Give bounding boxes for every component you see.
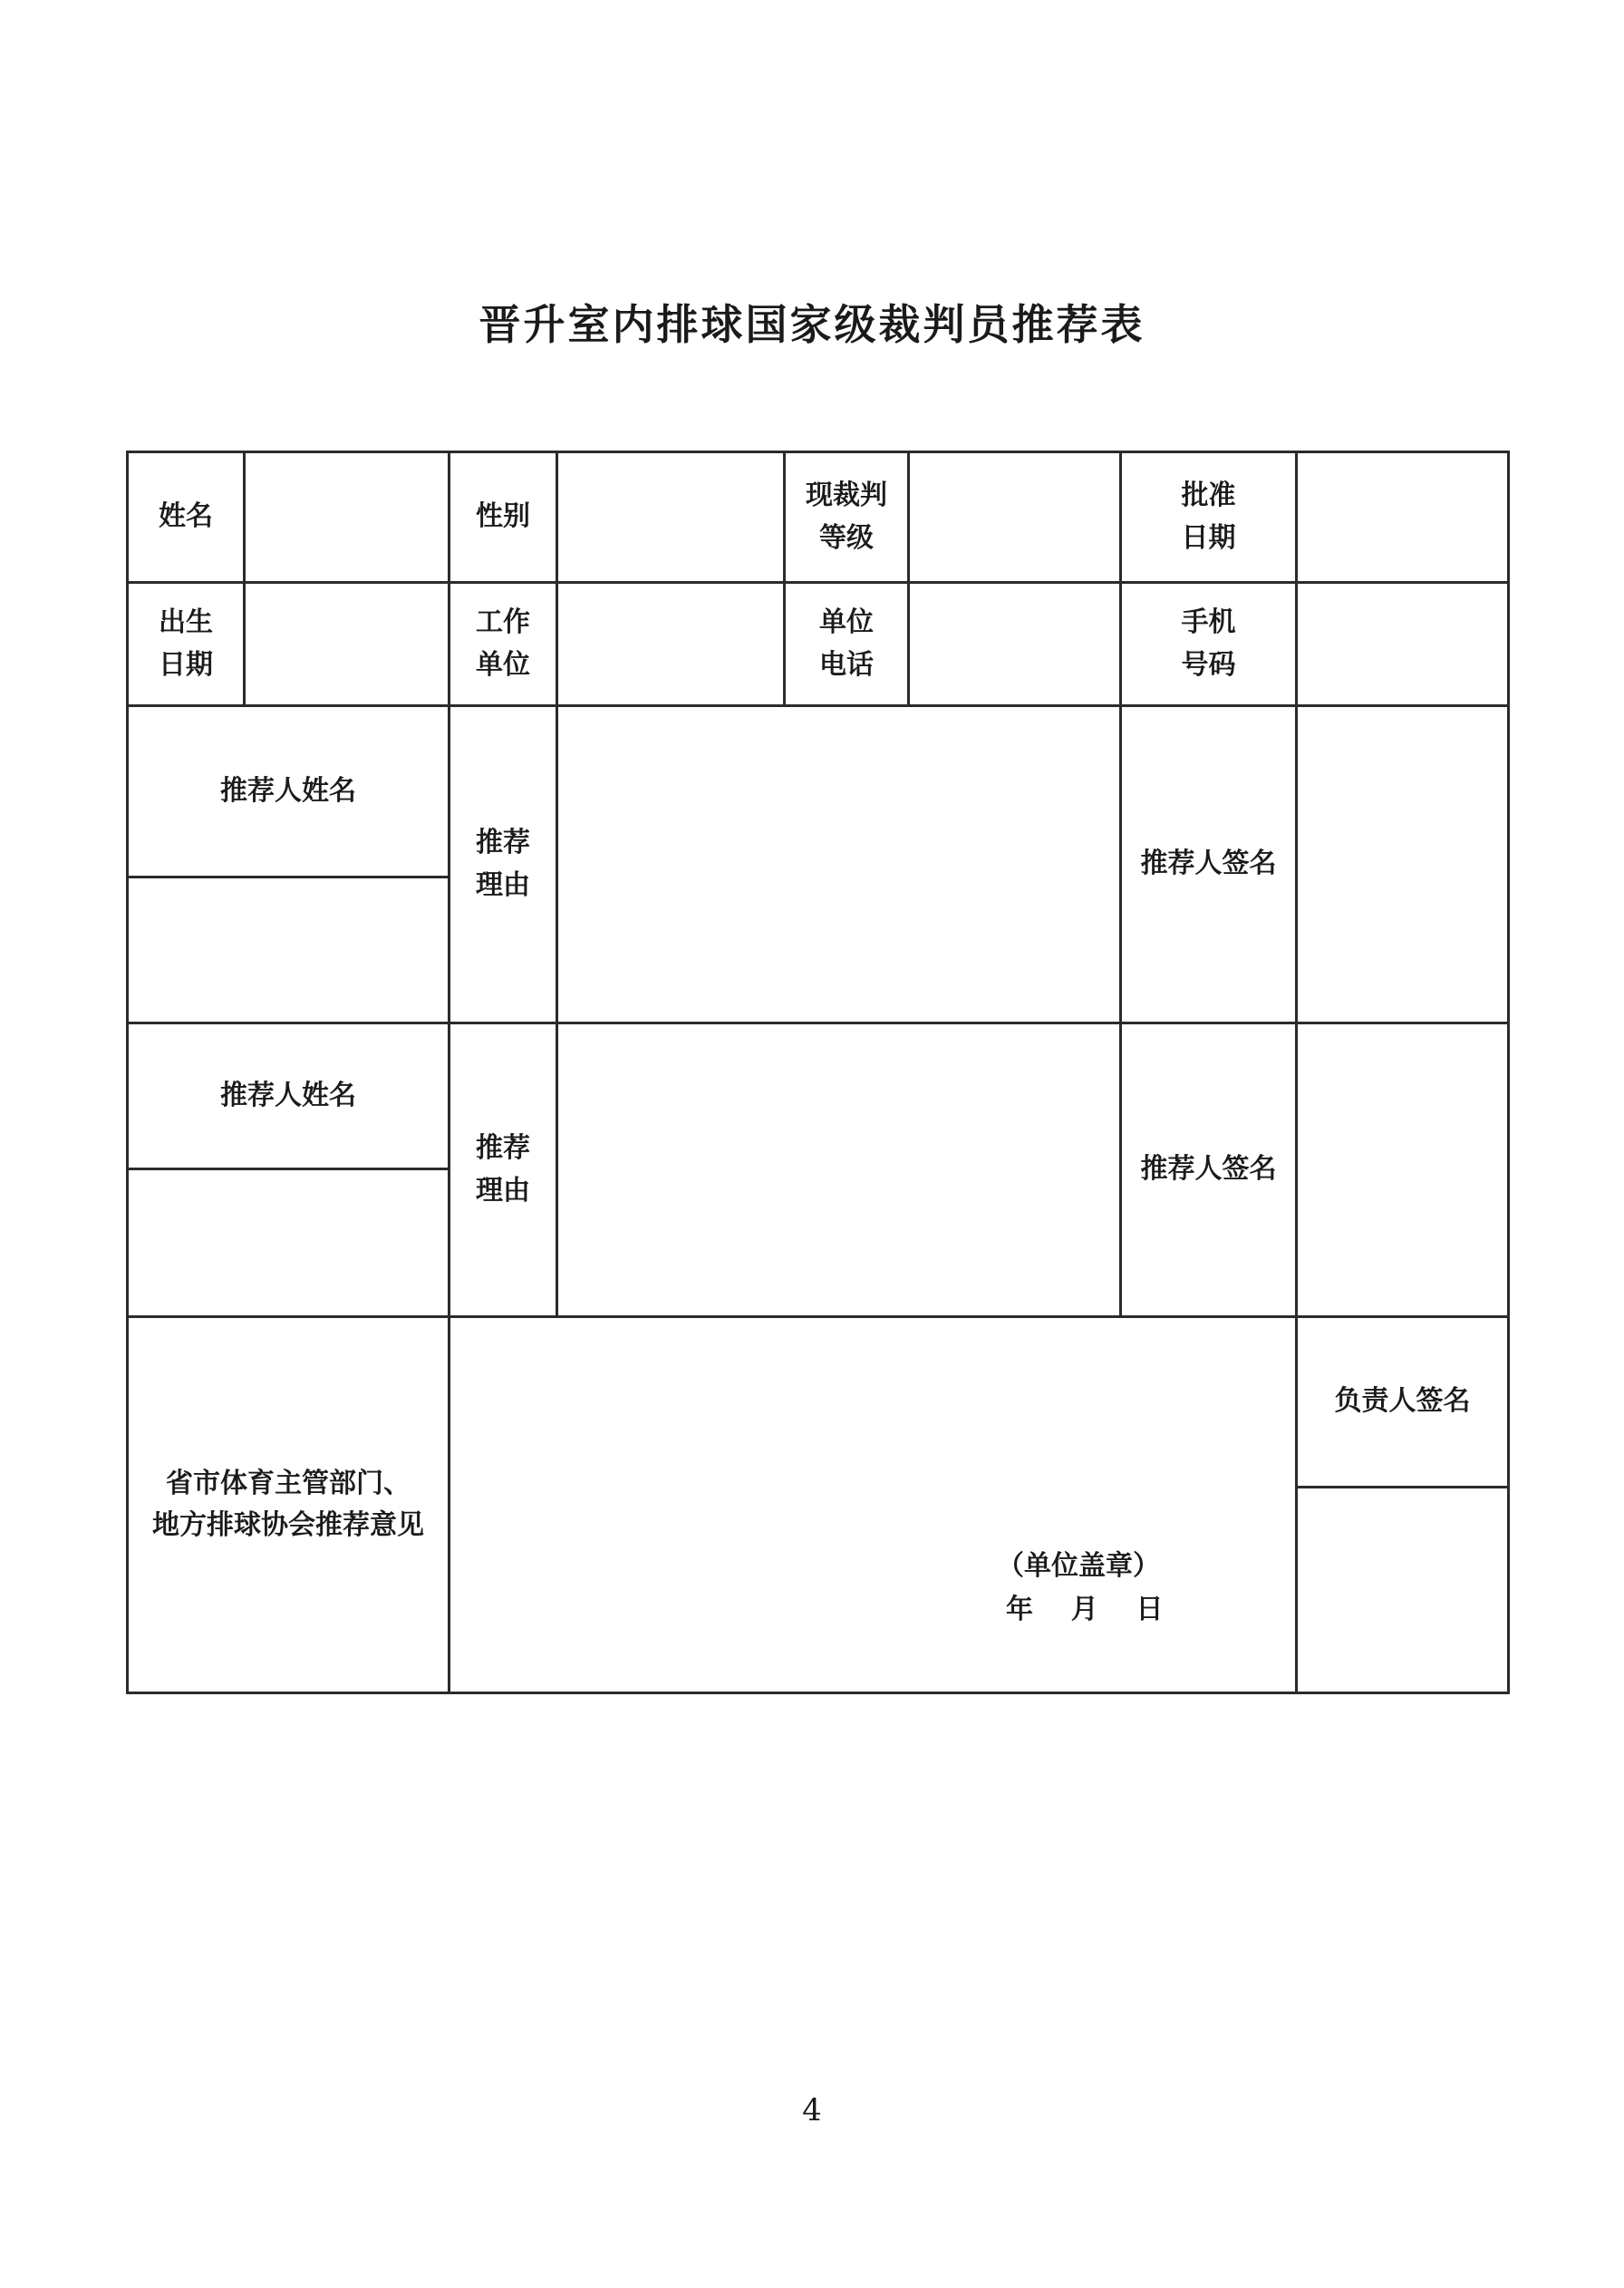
approval-date-label: 批准 日期 — [1181, 480, 1236, 554]
gender-label: 性别 — [476, 500, 530, 533]
referee1-reason-label: 推荐 理由 — [476, 827, 530, 901]
referee2-reason-field[interactable] — [558, 1024, 1119, 1315]
mobile-field[interactable] — [1298, 584, 1507, 704]
birth-date-label: 出生 日期 — [159, 606, 213, 681]
approval-date-field[interactable] — [1298, 453, 1507, 581]
referee-level-label: 现裁判 等级 — [806, 480, 887, 554]
opinion-label: 省市体育主管部门、 地方排球协会推荐意见 — [152, 1467, 424, 1541]
birth-date-field[interactable] — [246, 584, 448, 704]
referee1-name-label: 推荐人姓名 — [220, 775, 356, 807]
name-label: 姓名 — [159, 500, 213, 533]
unit-phone-field[interactable] — [910, 584, 1119, 704]
referee2-name-label: 推荐人姓名 — [220, 1080, 356, 1111]
name-field[interactable] — [246, 453, 448, 581]
mobile-label: 手机 号码 — [1181, 606, 1236, 681]
referee2-reason-label: 推荐 理由 — [476, 1132, 530, 1207]
date-line: 年 月 日 — [1006, 1594, 1164, 1625]
opinion-field[interactable] — [450, 1318, 1295, 1692]
unit-phone-label: 单位 电话 — [819, 606, 874, 681]
gender-field[interactable] — [558, 453, 783, 581]
referee2-name-field[interactable] — [129, 1170, 448, 1315]
form-title: 晋升室内排球国家级裁判员推荐表 — [478, 300, 1146, 349]
referee1-name-field[interactable] — [129, 878, 448, 1022]
head-sign-label: 负责人签名 — [1334, 1385, 1471, 1418]
table-line — [126, 1692, 1510, 1694]
referee-level-field[interactable] — [910, 453, 1119, 581]
referee1-reason-field[interactable] — [558, 707, 1119, 1022]
referee1-sign-field[interactable] — [1298, 707, 1507, 1022]
work-unit-field[interactable] — [558, 584, 783, 704]
unit-stamp-text: （单位盖章） — [997, 1550, 1160, 1582]
referee2-sign-field[interactable] — [1298, 1024, 1507, 1315]
work-unit-label: 工作 单位 — [476, 606, 530, 681]
table-line — [1507, 451, 1510, 1694]
referee2-sign-label: 推荐人签名 — [1140, 1153, 1277, 1186]
page-number: 4 — [802, 2092, 822, 2128]
referee1-sign-label: 推荐人签名 — [1140, 848, 1277, 880]
head-sign-field[interactable] — [1298, 1488, 1507, 1692]
